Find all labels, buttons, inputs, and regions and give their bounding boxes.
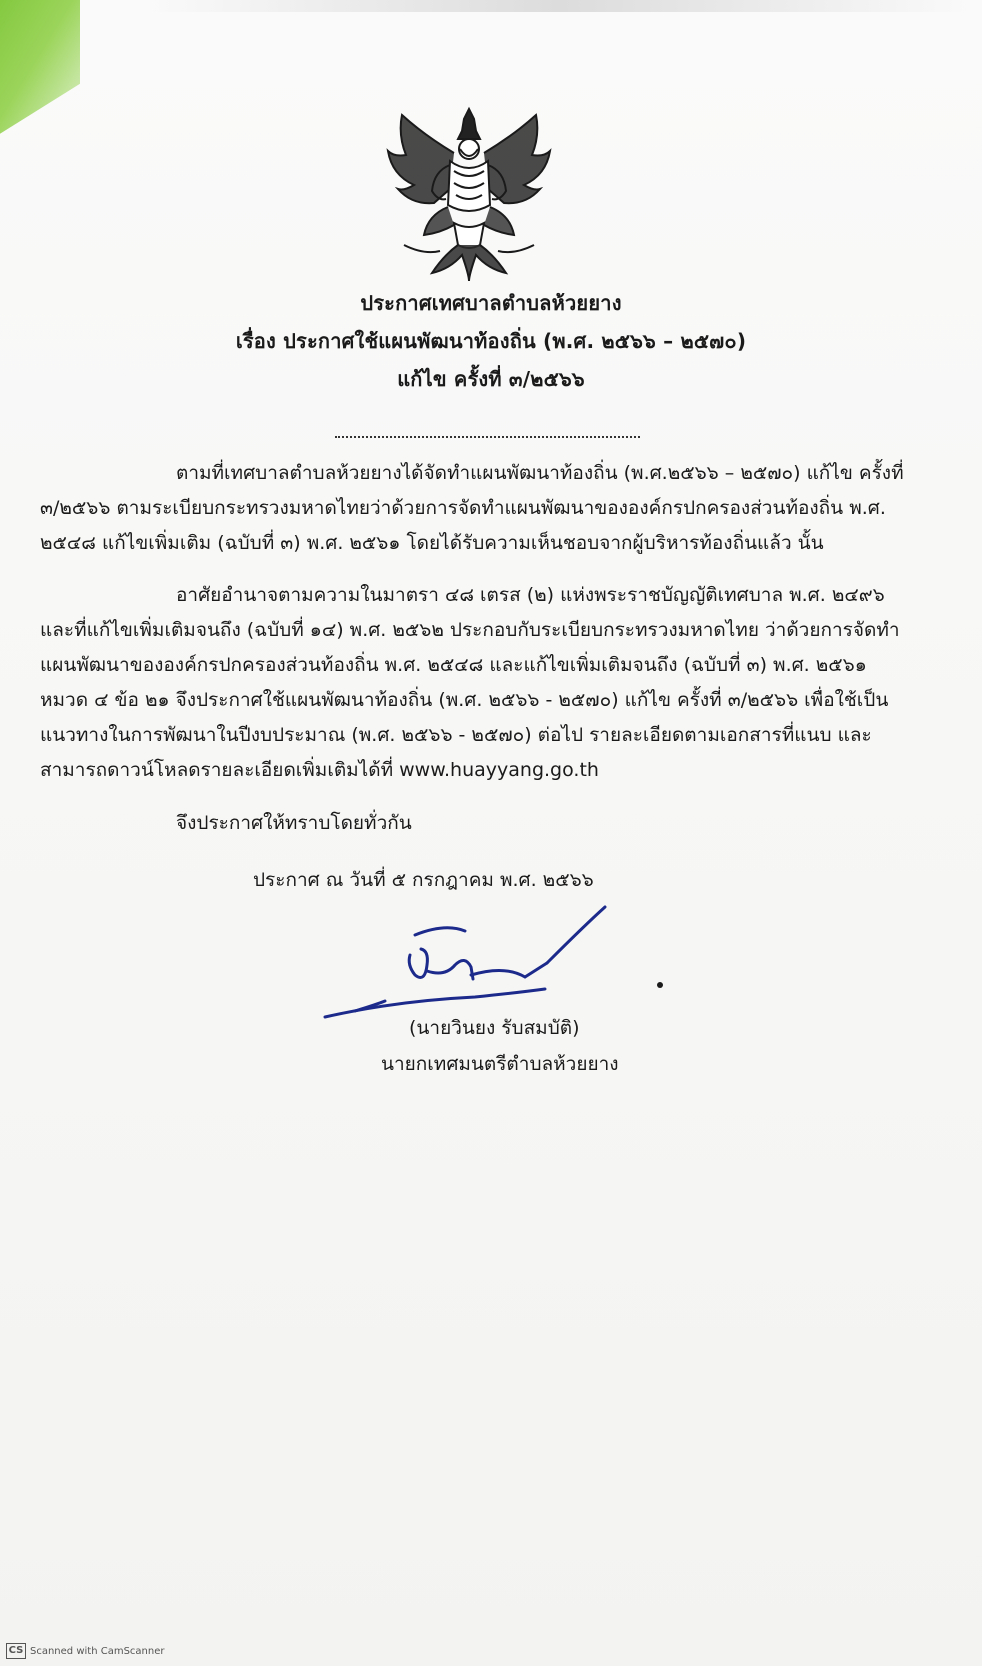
scanner-watermark	[6, 1643, 165, 1659]
paragraph-line: ๒๕๔๘ แก้ไขเพิ่มเติม (ฉบับที่ ๓) พ.ศ. ๒๕๖๑ โดยได้รับความเห็นชอบจากผู้บริหารท้องถิ่นแล้ว นั้น	[40, 532, 824, 554]
paragraph-line: หมวด ๔ ข้อ ๒๑ จึงประกาศใช้แผนพัฒนาท้องถิ่น (พ.ศ. ๒๕๖๖ - ๒๕๗๐) แก้ไข ครั้งที่ ๓/๒๕๖๖ เพื่อใช้เป็น	[40, 689, 889, 711]
paragraph-line: ๓/๒๕๖๖ ตามระเบียบกระทรวงมหาดไทยว่าด้วยการจัดทำแผนพัฒนาขององค์กรปกครองส่วนท้องถิ่น พ.ศ.	[40, 497, 886, 519]
signatory-title: นายกเทศมนตรีตำบลห้วยยาง	[381, 1053, 619, 1075]
garuda-emblem-icon	[384, 105, 554, 283]
scan-edge-shadow	[150, 0, 970, 12]
dotted-separator	[335, 436, 640, 438]
paragraph-line: และที่แก้ไขเพิ่มเติมจนถึง (ฉบับที่ ๑๔) พ.ศ. ๒๕๖๒ ประกอบกับระเบียบกระทรวงมหาดไทย ว่าด้วยการจัดทำ	[40, 619, 900, 641]
announcement-revision: แก้ไข ครั้งที่ ๓/๒๕๖๖	[397, 367, 585, 391]
scanner-text: Scanned with CamScanner	[30, 1645, 165, 1657]
closing-statement: จึงประกาศให้ทราบโดยทั่วกัน	[176, 812, 412, 834]
paragraph-2	[40, 578, 976, 788]
handwritten-signature	[315, 905, 675, 1025]
paragraph-line: แนวทางในการพัฒนาในปีงบประมาณ (พ.ศ. ๒๕๖๖ - ๒๕๗๐) ต่อไป รายละเอียดตามเอกสารที่แนบ และ	[40, 724, 872, 746]
announcement-subject: เรื่อง ประกาศใช้แผนพัฒนาท้องถิ่น (พ.ศ. ๒๕๖๖ – ๒๕๗๐)	[235, 329, 747, 353]
camscanner-logo-icon: CS	[6, 1643, 26, 1659]
announcement-title: ประกาศเทศบาลตำบลห้วยยาง	[360, 291, 622, 315]
paragraph-1	[40, 456, 976, 561]
signatory-name: (นายวินยง รับสมบัติ)	[409, 1017, 580, 1039]
paragraph-line: แผนพัฒนาขององค์กรปกครองส่วนท้องถิ่น พ.ศ. ๒๕๔๘ และแก้ไขเพิ่มเติมจนถึง (ฉบับที่ ๓) พ.ศ. ๒๕๖๑	[40, 654, 867, 676]
paragraph-line: สามารถดาวน์โหลดรายละเอียดเพิ่มเติมได้ที่ www.huayyang.go.th	[40, 759, 599, 781]
paragraph-line: ตามที่เทศบาลตำบลห้วยยางได้จัดทำแผนพัฒนาท้องถิ่น (พ.ศ.๒๕๖๖ – ๒๕๗๐) แก้ไข ครั้งที่	[176, 462, 904, 484]
paragraph-line: อาศัยอำนาจตามความในมาตรา ๔๘ เตรส (๒) แห่งพระราชบัญญัติเทศบาล พ.ศ. ๒๔๙๖	[176, 584, 885, 606]
announcement-date: ประกาศ ณ วันที่ ๕ กรกฎาคม พ.ศ. ๒๕๖๖	[253, 869, 594, 891]
green-corner-decoration	[0, 0, 80, 140]
